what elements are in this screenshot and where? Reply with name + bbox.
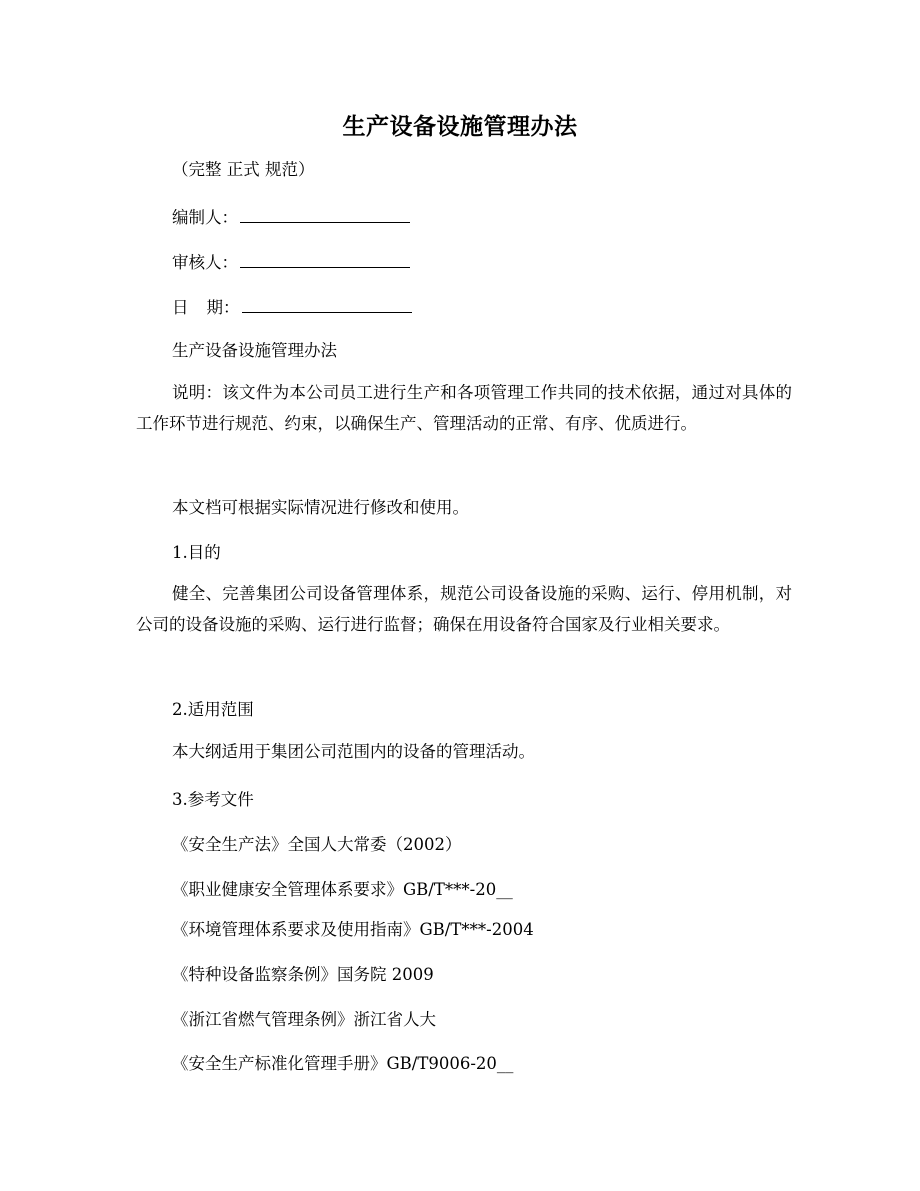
reviewer-label: 审核人： (172, 253, 238, 272)
reference-item: 《特种设备监察条例》国务院 2009 (172, 965, 434, 984)
usage-note: 本文档可根据实际情况进行修改和使用。 (172, 498, 469, 517)
date-blank-line (242, 294, 412, 313)
editor-blank-line (240, 204, 410, 223)
reference-item: 《环境管理体系要求及使用指南》GB/T***-2004 (172, 920, 534, 939)
reference-item: 《安全生产标准化管理手册》GB/T9006-20__ (172, 1054, 514, 1073)
section1-body: 健全、完善集团公司设备管理体系，规范公司设备设施的采购、运行、停用机制，对公司的设备设施的采购、运行进行监督；确保在用设备符合国家及行业相关要求。 (136, 584, 792, 634)
section2-body: 本大纲适用于集团公司范围内的设备的管理活动。 (172, 742, 535, 761)
repeat-heading: 生产设备设施管理办法 (172, 341, 337, 360)
date-label-part2: 期： (206, 298, 240, 317)
note-paragraph: 说明：该文件为本公司员工进行生产和各项管理工作共同的技术依据，通过对具体的工作环节进行规范、约束，以确保生产、管理活动的正常、有序、优质进行。 (136, 383, 792, 433)
reviewer-field (172, 249, 410, 275)
section2-heading: 2.适用范围 (172, 700, 254, 719)
section3-heading: 3.参考文件 (172, 790, 254, 809)
document-title: 生产设备设施管理办法 (342, 113, 578, 140)
section1-heading: 1.目的 (172, 543, 221, 562)
reviewer-blank-line (240, 249, 410, 268)
reference-item: 《职业健康安全管理体系要求》GB/T***-20__ (172, 880, 513, 899)
editor-label: 编制人： (172, 208, 238, 227)
date-label-part1: 日 (172, 298, 189, 317)
reference-item: 《安全生产法》全国人大常委（2002） (172, 835, 462, 854)
reference-item: 《浙江省燃气管理条例》浙江省人大 (172, 1010, 436, 1029)
document-subtitle: （完整 正式 规范） (172, 160, 315, 179)
editor-field (172, 204, 410, 230)
date-field (172, 294, 412, 320)
